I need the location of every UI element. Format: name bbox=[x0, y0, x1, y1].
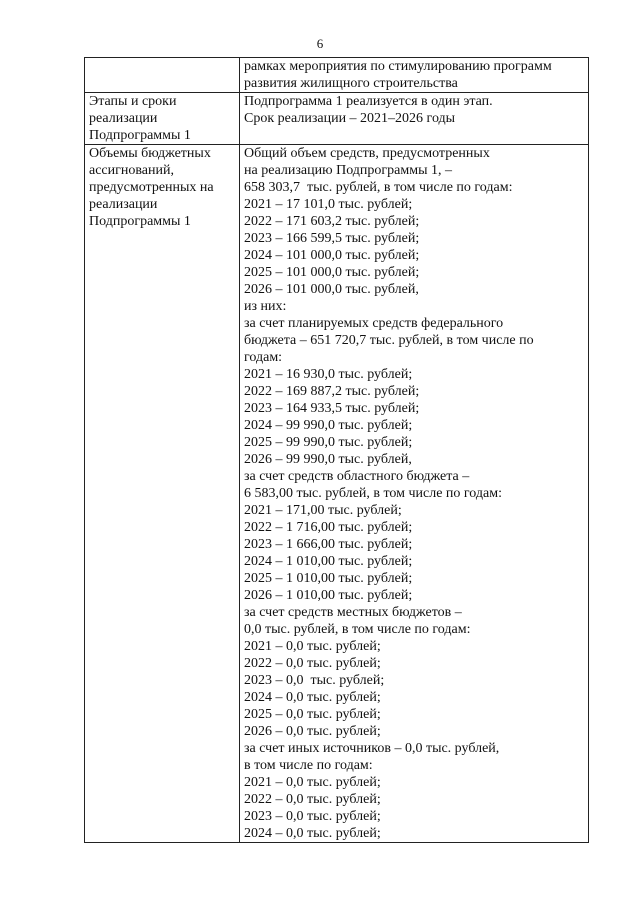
label-line: Объемы бюджетных bbox=[89, 146, 211, 161]
value-line: 658 303,7 тыс. рублей, в том числе по годам: bbox=[244, 180, 513, 195]
row-value-cell bbox=[240, 58, 589, 93]
value-line: 2022 – 171 603,2 тыс. рублей; bbox=[244, 214, 420, 229]
value-line: годам: bbox=[244, 350, 283, 365]
label-line: реализации bbox=[89, 197, 158, 212]
value-line: Подпрограмма 1 реализуется в один этап. bbox=[244, 94, 493, 109]
value-line: бюджета – 651 720,7 тыс. рублей, в том числе по bbox=[244, 333, 534, 348]
label-line: Этапы и сроки bbox=[89, 94, 177, 109]
table-row bbox=[85, 145, 589, 843]
value-line: 2023 – 164 933,5 тыс. рублей; bbox=[244, 401, 420, 416]
value-line: 2023 – 0,0 тыс. рублей; bbox=[244, 673, 385, 688]
value-line: 2021 – 0,0 тыс. рублей; bbox=[244, 775, 381, 790]
value-line: 2022 – 1 716,00 тыс. рублей; bbox=[244, 520, 413, 535]
value-line: рамках мероприятия по стимулированию программ bbox=[244, 59, 552, 74]
value-line: 2026 – 101 000,0 тыс. рублей, bbox=[244, 282, 419, 297]
value-line: 2022 – 0,0 тыс. рублей; bbox=[244, 656, 381, 671]
value-line: 6 583,00 тыс. рублей, в том числе по годам: bbox=[244, 486, 502, 501]
label-line: ассигнований, bbox=[89, 163, 174, 178]
program-table bbox=[84, 57, 589, 843]
value-line: 2023 – 1 666,00 тыс. рублей; bbox=[244, 537, 413, 552]
value-line: за счет планируемых средств федерального bbox=[244, 316, 504, 331]
row-value-cell bbox=[240, 93, 589, 145]
value-line: за счет средств областного бюджета – bbox=[244, 469, 470, 484]
value-line: 2021 – 16 930,0 тыс. рублей; bbox=[244, 367, 413, 382]
value-line: 2025 – 99 990,0 тыс. рублей; bbox=[244, 435, 413, 450]
value-line: 2023 – 0,0 тыс. рублей; bbox=[244, 809, 381, 824]
value-line: 0,0 тыс. рублей, в том числе по годам: bbox=[244, 622, 471, 637]
value-line: 2021 – 0,0 тыс. рублей; bbox=[244, 639, 381, 654]
row-label-cell bbox=[85, 145, 240, 843]
label-line: Подпрограммы 1 bbox=[89, 214, 191, 229]
value-line: 2026 – 1 010,00 тыс. рублей; bbox=[244, 588, 413, 603]
value-line: 2026 – 99 990,0 тыс. рублей, bbox=[244, 452, 412, 467]
value-line: 2026 – 0,0 тыс. рублей; bbox=[244, 724, 381, 739]
value-line: 2022 – 169 887,2 тыс. рублей; bbox=[244, 384, 420, 399]
value-line: за счет иных источников – 0,0 тыс. рублей, bbox=[244, 741, 500, 756]
value-line: за счет средств местных бюджетов – bbox=[244, 605, 462, 620]
value-line: 2025 – 0,0 тыс. рублей; bbox=[244, 707, 381, 722]
value-line: 2024 – 101 000,0 тыс. рублей; bbox=[244, 248, 420, 263]
label-line: предусмотренных на bbox=[89, 180, 214, 195]
value-line: Срок реализации – 2021–2026 годы bbox=[244, 111, 456, 126]
value-line: 2021 – 17 101,0 тыс. рублей; bbox=[244, 197, 413, 212]
page-number: 6 bbox=[316, 36, 324, 51]
value-line: Общий объем средств, предусмотренных bbox=[244, 146, 490, 161]
value-line: 2024 – 1 010,00 тыс. рублей; bbox=[244, 554, 413, 569]
value-line: из них: bbox=[244, 299, 287, 314]
value-line: 2023 – 166 599,5 тыс. рублей; bbox=[244, 231, 420, 246]
value-line: 2021 – 171,00 тыс. рублей; bbox=[244, 503, 402, 518]
table-row bbox=[85, 93, 589, 145]
value-line: 2025 – 1 010,00 тыс. рублей; bbox=[244, 571, 413, 586]
value-line: 2022 – 0,0 тыс. рублей; bbox=[244, 792, 381, 807]
value-line: в том числе по годам: bbox=[244, 758, 373, 773]
value-line: 2024 – 99 990,0 тыс. рублей; bbox=[244, 418, 413, 433]
value-line: 2024 – 0,0 тыс. рублей; bbox=[244, 690, 381, 705]
label-line: реализации bbox=[89, 111, 158, 126]
program-table-body bbox=[85, 58, 589, 843]
value-line: 2025 – 101 000,0 тыс. рублей; bbox=[244, 265, 420, 280]
value-line: 2024 – 0,0 тыс. рублей; bbox=[244, 826, 381, 841]
label-line: Подпрограммы 1 bbox=[89, 128, 191, 143]
value-line: развития жилищного строительства bbox=[244, 76, 458, 91]
value-line: на реализацию Подпрограммы 1, – bbox=[244, 163, 452, 178]
row-label-cell bbox=[85, 58, 240, 93]
row-value-cell bbox=[240, 145, 589, 843]
table-row bbox=[85, 58, 589, 93]
row-label-cell bbox=[85, 93, 240, 145]
